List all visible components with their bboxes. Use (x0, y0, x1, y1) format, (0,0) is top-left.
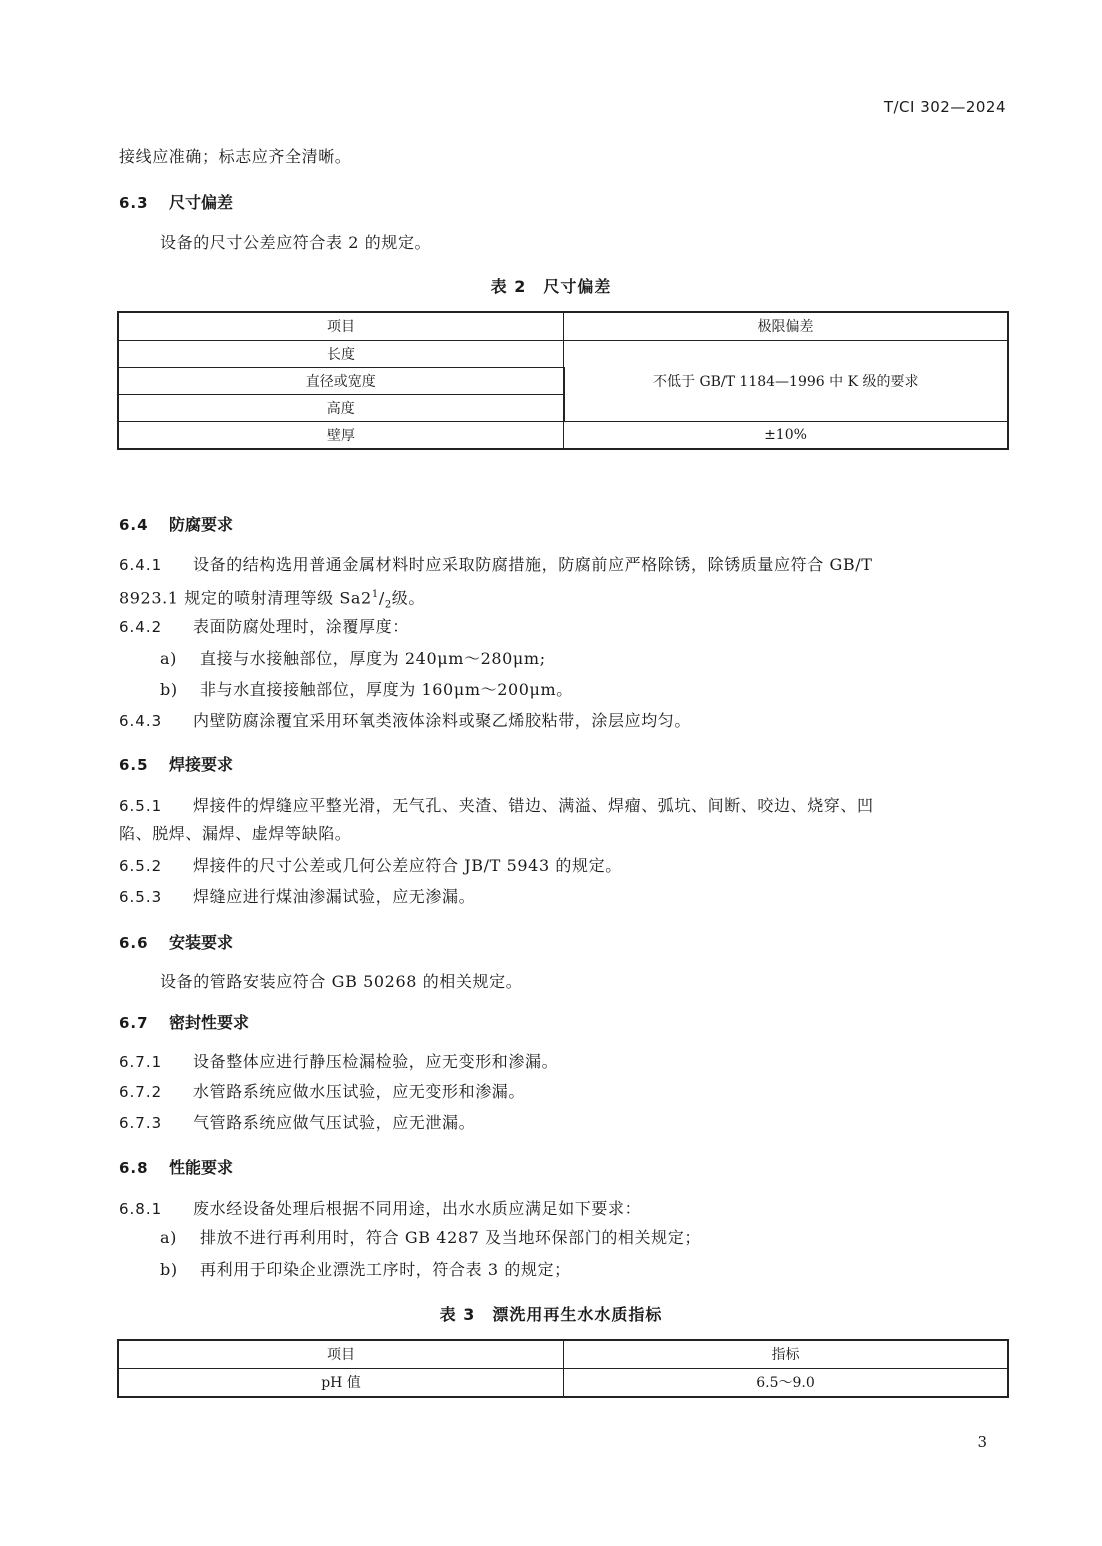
page-number: 3 (977, 1433, 987, 1451)
clause-text: 焊接件的尺寸公差或几何公差应符合 JB/T 5943 的规定。 (193, 856, 622, 875)
table-cell: 直径或宽度 (118, 367, 564, 394)
clause-number: 6.5.1 (119, 797, 163, 815)
section-title: 尺寸偏差 (169, 193, 234, 212)
list-label: a) (160, 1228, 177, 1247)
clause-6-7-3 (119, 1113, 475, 1133)
paragraph-6-3: 设备的尺寸公差应符合表 2 的规定。 (160, 233, 432, 252)
list-item-a (160, 1228, 701, 1248)
clause-6-7-2 (119, 1082, 525, 1102)
clause-text: 内壁防腐涂覆宜采用环氧类液体涂料或聚乙烯胶粘带，涂层应均匀。 (193, 711, 692, 730)
list-label: a) (160, 649, 177, 668)
table-header-cell: 极限偏差 (564, 312, 1009, 340)
table-2-caption: 表 2 尺寸偏差 (490, 277, 612, 296)
fraction-denominator: 2 (384, 599, 392, 611)
table-3 (117, 1339, 1009, 1398)
clause-number: 6.8.1 (119, 1200, 163, 1218)
table-row (118, 421, 1008, 449)
section-title: 防腐要求 (169, 515, 234, 534)
table-row (118, 340, 1008, 367)
fraction-slash: / (378, 588, 385, 608)
clause-text: 气管路系统应做气压试验，应无泄漏。 (193, 1113, 476, 1132)
clause-text: 表面防腐处理时，涂覆厚度： (193, 617, 409, 636)
table-cell: pH 值 (118, 1368, 564, 1397)
clause-6-7-1 (119, 1052, 558, 1072)
section-title: 性能要求 (169, 1158, 234, 1177)
clause-number: 6.4.3 (119, 712, 163, 730)
clause-6-4-3 (119, 711, 691, 731)
clause-text: 设备的结构选用普通金属材料时应采取防腐措施，防腐前应严格除锈，除锈质量应符合 GB/T (193, 555, 873, 574)
section-number: 6.5 (119, 756, 149, 774)
table-cell: 壁厚 (118, 421, 564, 449)
list-label: b) (160, 1260, 178, 1279)
table-3-caption: 表 3 漂洗用再生水水质指标 (439, 1305, 663, 1324)
clause-6-5-3 (119, 887, 475, 907)
section-heading-6-7 (119, 1010, 249, 1033)
table-cell: ±10% (564, 421, 1009, 449)
table-cell: 高度 (118, 394, 564, 421)
table-cell: 6.5～9.0 (564, 1368, 1009, 1397)
clause-number: 6.5.3 (119, 888, 163, 906)
clause-6-5-1-line-2: 陷、脱焊、漏焊、虚焊等缺陷。 (119, 824, 352, 843)
clause-text: 焊接件的焊缝应平整光滑，无气孔、夹渣、错边、满溢、焊瘤、弧坑、间断、咬边、烧穿、凹 (193, 796, 874, 815)
clause-number: 6.4.2 (119, 618, 163, 636)
table-cell-merged: 不低于 GB/T 1184—1996 中 K 级的要求 (564, 340, 1009, 421)
document-code: T/CI 302—2024 (883, 98, 1006, 116)
table-cell: 长度 (118, 340, 564, 367)
table-header-cell: 项目 (118, 1340, 564, 1368)
section-number: 6.8 (119, 1159, 149, 1177)
list-text: 非与水直接接触部位，厚度为 160μm～200μm。 (200, 680, 573, 699)
fraction-numerator: 1 (371, 589, 379, 600)
clause-text: 设备整体应进行静压检漏检验，应无变形和渗漏。 (193, 1052, 559, 1071)
section-number: 6.4 (119, 516, 149, 534)
list-text: 再利用于印染企业漂洗工序时，符合表 3 的规定； (200, 1260, 571, 1279)
section-number: 6.3 (119, 194, 149, 212)
table-row (118, 1368, 1008, 1397)
clause-6-4-1-line-1 (119, 555, 873, 575)
clause-text: 焊缝应进行煤油渗漏试验，应无渗漏。 (193, 887, 476, 906)
list-item-a (160, 649, 546, 669)
clause-text: 废水经设备处理后根据不同用途，出水水质应满足如下要求： (193, 1199, 642, 1218)
section-title: 密封性要求 (169, 1013, 250, 1032)
section-heading-6-8 (119, 1155, 233, 1178)
paragraph-intro: 接线应准确；标志应齐全清晰。 (119, 147, 352, 166)
table-header-row (118, 312, 1008, 340)
section-number: 6.7 (119, 1014, 149, 1032)
clause-text: 水管路系统应做水压试验，应无变形和渗漏。 (193, 1082, 526, 1101)
table-header-row (118, 1340, 1008, 1368)
clause-6-4-1-line-2 (119, 585, 425, 616)
table-header-cell: 指标 (564, 1340, 1009, 1368)
section-number: 6.6 (119, 934, 149, 952)
list-label: b) (160, 680, 178, 699)
clause-number: 6.7.2 (119, 1083, 163, 1101)
table-header-cell: 项目 (118, 312, 564, 340)
list-text: 直接与水接触部位，厚度为 240μm～280μm; (200, 649, 546, 668)
section-title: 焊接要求 (169, 755, 234, 774)
section-title: 安装要求 (169, 933, 234, 952)
clause-number: 6.5.2 (119, 857, 163, 875)
paragraph-6-6: 设备的管路安装应符合 GB 50268 的相关规定。 (160, 972, 523, 991)
section-heading-6-4 (119, 512, 233, 535)
clause-number: 6.7.3 (119, 1114, 163, 1132)
clause-6-5-2 (119, 856, 622, 876)
list-text: 排放不进行再利用时，符合 GB 4287 及当地环保部门的相关规定； (200, 1228, 701, 1247)
section-heading-6-5 (119, 752, 233, 775)
table-2 (117, 311, 1009, 450)
section-heading-6-3 (119, 190, 233, 213)
clause-text: 级。 (391, 588, 425, 608)
clause-6-8-1 (119, 1199, 641, 1219)
section-heading-6-6 (119, 930, 233, 953)
clause-text: 8923.1 规定的喷射清理等级 Sa2 (119, 588, 372, 608)
clause-6-5-1-line-1 (119, 796, 874, 816)
clause-number: 6.4.1 (119, 556, 163, 574)
list-item-b (160, 1260, 571, 1280)
clause-6-4-2 (119, 617, 409, 637)
clause-number: 6.7.1 (119, 1053, 163, 1071)
list-item-b (160, 680, 573, 700)
